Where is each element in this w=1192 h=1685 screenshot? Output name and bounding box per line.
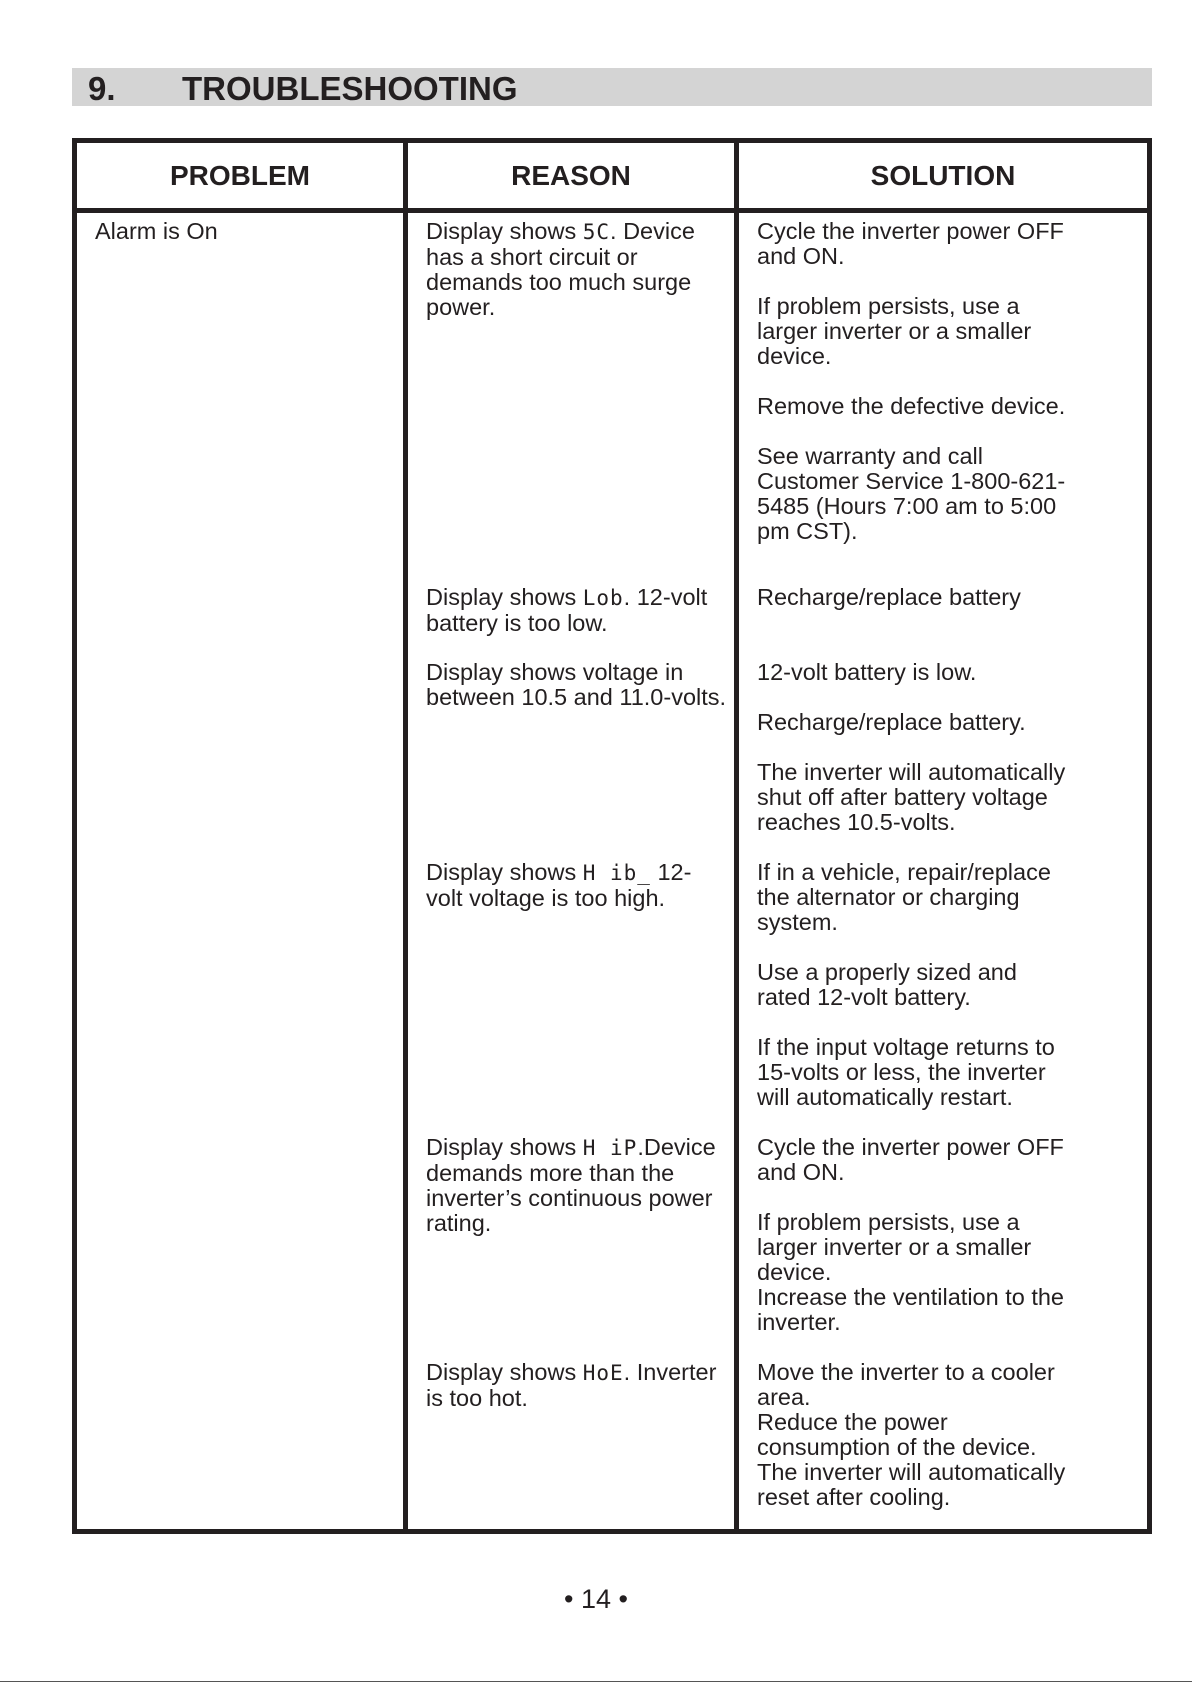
reason-cell — [426, 860, 721, 911]
solution-text: Remove the defective device. — [757, 393, 1066, 419]
header-reason: REASON — [511, 160, 631, 191]
reason-text: Display shows — [426, 1134, 583, 1160]
reason-text: Display shows — [426, 584, 583, 610]
solution-text: Cycle the inverter power OFF and ON. — [757, 218, 1064, 269]
reason-text: .Device demands more than the inverter’s continuous power rating. — [426, 1134, 716, 1236]
solution-cell — [757, 660, 1067, 835]
section-number: 9. — [88, 70, 116, 107]
reason-cell: Display shows voltage in between 10.5 and 11.0-volts. — [426, 659, 727, 710]
solution-text: If problem persists, use a larger inverter or a smaller device. — [757, 293, 1032, 369]
reason-cell — [426, 585, 721, 636]
section-title: TROUBLESHOOTING — [182, 70, 518, 107]
solution-text: See warranty and call Customer Service 1-800-621-5485 (Hours 7:00 am to 5:00 pm CST). — [757, 443, 1066, 544]
display-code: H iP — [582, 1136, 638, 1160]
display-code: Lob — [582, 586, 624, 610]
solution-text: Increase the ventilation to the inverter. — [757, 1284, 1065, 1335]
reason-text: Display shows — [426, 218, 583, 244]
solution-text: Cycle the inverter power OFF and ON. — [757, 1134, 1064, 1185]
solution-cell — [757, 1135, 1067, 1335]
column-divider — [403, 143, 408, 1529]
page-number: • 14 • — [564, 1584, 628, 1614]
solution-cell — [757, 1360, 1067, 1510]
reason-text: . Inverter is too hot. — [426, 1359, 717, 1411]
header-solution: SOLUTION — [870, 160, 1016, 191]
reason-text: . 12-volt battery is too low. — [426, 584, 708, 636]
troubleshooting-table — [72, 138, 1152, 1534]
solution-text: If in a vehicle, repair/replace the alternator or charging system. — [757, 859, 1051, 935]
section-header — [72, 68, 1152, 106]
reason-text: Display shows — [426, 1359, 583, 1385]
solution-cell — [757, 860, 1067, 1110]
display-code: HoE — [582, 1361, 624, 1385]
solution-text: Recharge/replace battery — [757, 584, 1021, 610]
reason-text: Display shows — [426, 859, 583, 885]
solution-text: Move the inverter to a cooler area. — [757, 1359, 1055, 1410]
solution-text: The inverter will automatically shut off after battery voltage reaches 10.5-volts. — [757, 759, 1066, 835]
solution-text: Reduce the power consumption of the device. — [757, 1409, 1037, 1460]
solution-cell — [757, 585, 1067, 610]
solution-text: If the input voltage returns to 15-volts or less, the inverter will automatically restart. — [757, 1034, 1055, 1110]
solution-text: If problem persists, use a larger inverter or a smaller device. — [757, 1209, 1032, 1285]
solution-text: The inverter will automatically reset after cooling. — [757, 1459, 1066, 1510]
display-code: H ib_ — [582, 861, 651, 885]
footer-rule — [0, 1681, 1192, 1682]
solution-text: Recharge/replace battery. — [757, 709, 1026, 735]
header-problem: PROBLEM — [170, 160, 310, 191]
solution-cell — [757, 219, 1067, 544]
column-divider — [734, 143, 739, 1529]
reason-text: . Device has a short circuit or demands too much surge power. — [426, 218, 695, 320]
problem-cell: Alarm is On — [95, 218, 218, 244]
reason-cell — [426, 219, 721, 320]
solution-text: 12-volt battery is low. — [757, 659, 977, 685]
solution-text: Use a properly sized and rated 12-volt battery. — [757, 959, 1017, 1010]
display-code: 5C — [582, 220, 611, 244]
reason-cell — [426, 1135, 721, 1236]
header-divider — [77, 208, 1147, 213]
reason-cell — [426, 1360, 721, 1411]
reason-text: 12-volt voltage is too high. — [426, 859, 692, 911]
